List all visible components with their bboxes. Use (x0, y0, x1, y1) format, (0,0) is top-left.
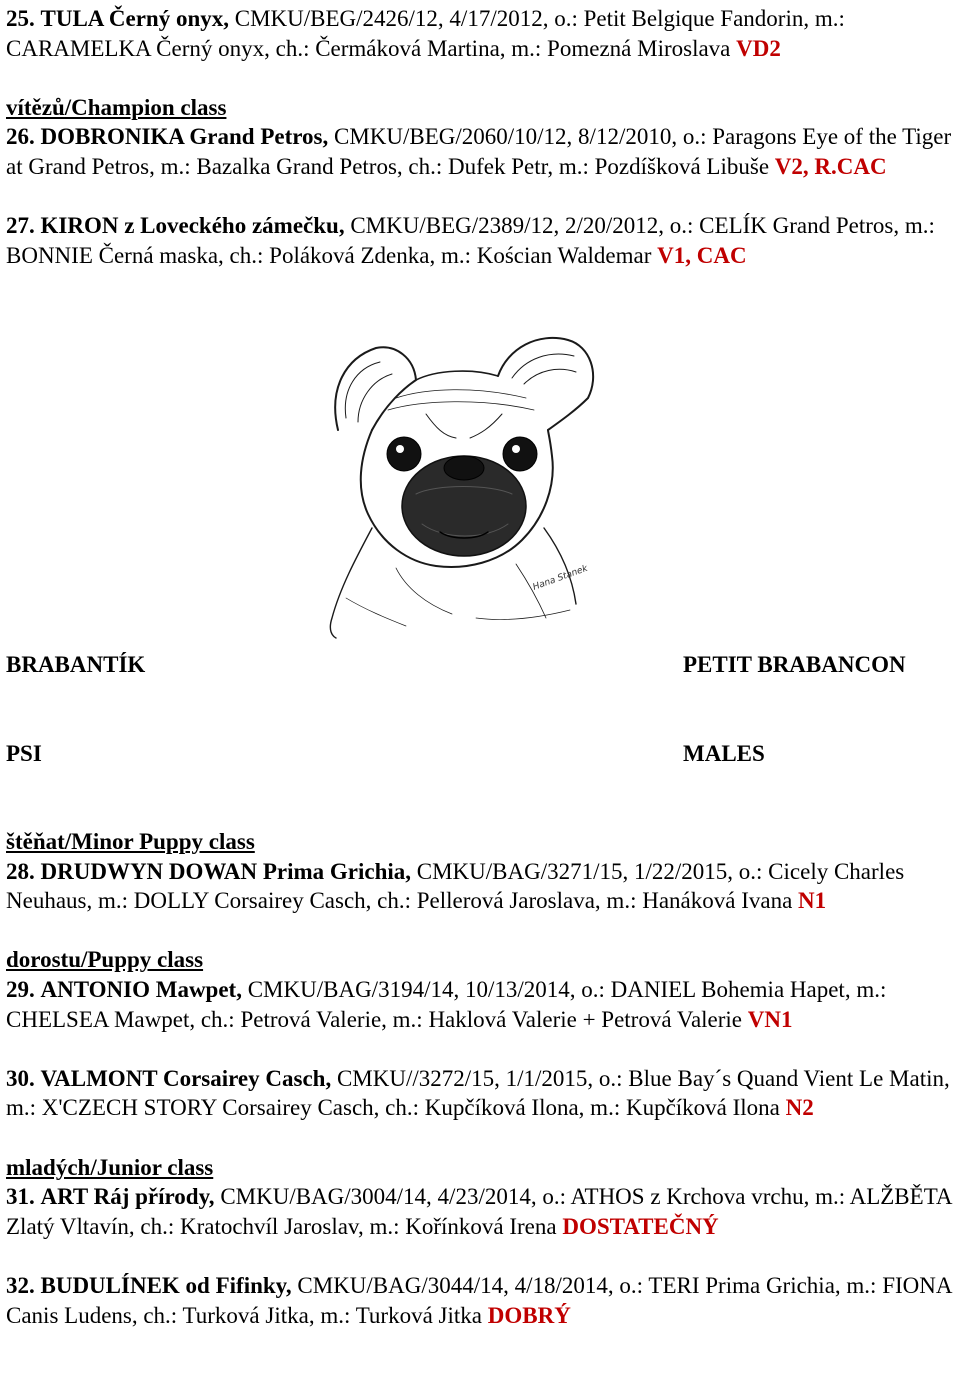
spacer (6, 1241, 956, 1271)
breed-name-english: PETIT BRABANCON (683, 652, 906, 677)
entry-number: 30. (6, 1065, 35, 1091)
entry-number: 28. (6, 858, 35, 884)
spacer (6, 182, 956, 212)
entry-number: 32. (6, 1272, 35, 1298)
entry-number: 25. (6, 6, 35, 31)
entry-details: CMKU/BEG/2389/12, 2/20/2012, o.: CELÍK Grand Petros, m.: BONNIE Černá maska, ch.: Poláková Zdenka, m.: Kościan Waldemar (6, 213, 935, 268)
award: VD2 (736, 35, 781, 61)
award: N1 (798, 888, 827, 914)
entry-details: CMKU/BEG/2060/10/12, 8/12/2010, o.: Paragons Eye of the Tiger at Grand Petros, m.: Bazalka Grand Petros, ch.: Dufek Petr, m.: Pozdíšková Libuše (6, 124, 952, 179)
entry-28 (6, 857, 956, 916)
entry-30 (6, 1064, 956, 1123)
entry-number: 29. (6, 976, 35, 1002)
sex-czech: PSI (6, 741, 42, 766)
section-heading-champion: vítězů/Champion class (6, 94, 227, 120)
entry-number: 26. (6, 124, 35, 150)
award: DOBRÝ (487, 1302, 571, 1328)
entry-29 (6, 975, 956, 1034)
entry-details: CMKU//3272/15, 1/1/2015, o.: Blue Bay´s Quand Vient Le Matin, m.: X'CZECH STORY Corsairey Casch, ch.: Kupčíková Ilona, m.: Kupčíková Ilona (6, 1065, 950, 1121)
section-heading-puppy: dorostu/Puppy class (6, 947, 204, 973)
spacer (6, 1123, 956, 1153)
dog-name: ART Ráj přírody, (40, 1184, 215, 1210)
top-text-block (6, 4, 956, 270)
breed-name-czech: BRABANTÍK (6, 652, 146, 677)
spacer (6, 63, 956, 93)
section-heading-minor: štěňat/Minor Puppy class (6, 829, 255, 854)
entry-32 (6, 1271, 956, 1330)
entry-25 (6, 4, 956, 63)
award: V1, CAC (657, 242, 747, 268)
award: V2, R.CAC (774, 153, 887, 179)
sex-english: MALES (683, 741, 765, 766)
artist-signature: Hana Stanek (531, 563, 590, 593)
entry-number: 27. (6, 213, 35, 239)
entry-details: CMKU/BEG/2426/12, 4/17/2012, o.: Petit Belgique Fandorin, m.: CARAMELKA Černý onyx, ch.: Čermáková Martina, m.: Pomezná Miroslava (6, 6, 845, 61)
spacer (6, 1034, 956, 1064)
entry-details: CMKU/BAG/3194/14, 10/13/2014, o.: DANIEL Bohemia Hapet, m.: CHELSEA Mawpet, ch.: Petrová Valerie, m.: Haklová Valerie + Petrová Valerie (6, 976, 887, 1032)
bottom-text-block (6, 827, 956, 1330)
entry-details: CMKU/BAG/3004/14, 4/23/2014, o.: ATHOS z Krchova vrchu, m.: ALŽBĚTA Zlatý Vltavín, ch.: Kratochvíl Jaroslav, m.: Kořínková Irena (6, 1184, 952, 1239)
dog-name: TULA Černý onyx, (40, 6, 229, 31)
entry-26 (6, 122, 956, 181)
entry-27 (6, 211, 956, 270)
entry-details: CMKU/BAG/3044/14, 4/18/2014, o.: TERI Prima Grichia, m.: FIONA Canis Ludens, ch.: Turková Jitka, m.: Turková Jitka (6, 1272, 952, 1328)
griffon-sketch-icon (276, 318, 696, 640)
entry-number: 31. (6, 1184, 35, 1210)
entry-details: CMKU/BAG/3271/15, 1/22/2015, o.: Cicely Charles Neuhaus, m.: DOLLY Corsairey Casch, ch.: Pellerová Jaroslava, m.: Hanáková Ivana (6, 858, 905, 914)
entry-31 (6, 1182, 956, 1241)
section-heading-junior: mladých/Junior class (6, 1154, 214, 1180)
dog-name: ANTONIO Mawpet, (40, 976, 242, 1002)
award: DOSTATEČNÝ (562, 1213, 719, 1239)
dog-name: DOBRONIKA Grand Petros, (40, 124, 329, 150)
dog-name: VALMONT Corsairey Casch, (40, 1065, 332, 1091)
award: N2 (785, 1095, 814, 1121)
dog-illustration (276, 318, 696, 640)
award: VN1 (747, 1006, 793, 1032)
dog-name: DRUDWYN DOWAN Prima Grichia, (40, 858, 412, 884)
dog-name: KIRON z Loveckého zámečku, (40, 213, 345, 239)
dog-name: BUDULÍNEK od Fifinky, (40, 1272, 292, 1298)
spacer (6, 916, 956, 946)
